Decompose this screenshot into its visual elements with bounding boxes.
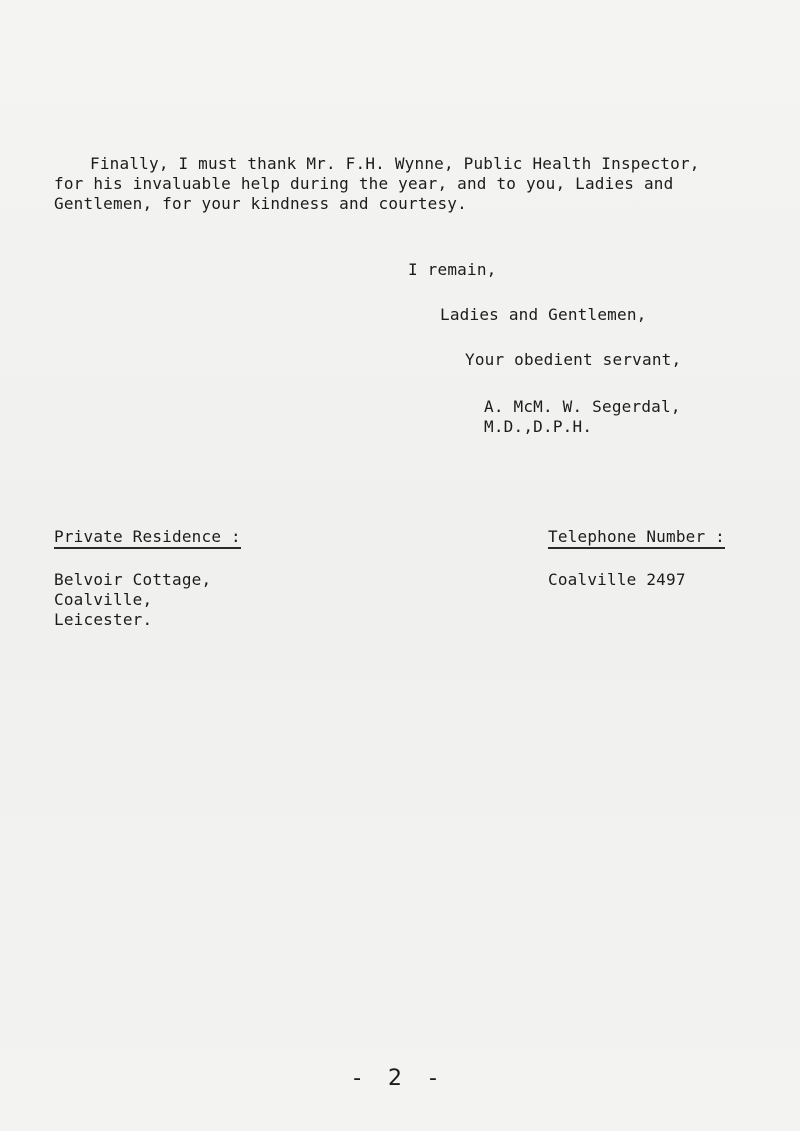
telephone-number: Coalville 2497 (548, 570, 686, 589)
paragraph-line-2: for his invaluable help during the year, and to you, Ladies and (54, 174, 674, 193)
address-line: Belvoir Cottage, (54, 570, 212, 589)
address-line: Coalville, (54, 590, 153, 609)
signatory-qualifications: M.D.,D.P.H. (484, 417, 593, 436)
signatory-name: A. McM. W. Segerdal, (484, 397, 681, 416)
residence-heading-text: Private Residence : (54, 527, 241, 549)
paragraph-line-3: Gentlemen, for your kindness and courtesy. (54, 194, 467, 213)
valediction-salutation: Ladies and Gentlemen, (440, 305, 647, 324)
valediction-remain: I remain, (408, 260, 497, 279)
page-number: - 2 - (353, 1066, 447, 1091)
valediction-servant: Your obedient servant, (465, 350, 682, 369)
telephone-heading (548, 527, 725, 547)
telephone-heading-text: Telephone Number : (548, 527, 725, 549)
residence-heading (54, 527, 241, 547)
address-line: Leicester. (54, 610, 153, 629)
paragraph-line-1: Finally, I must thank Mr. F.H. Wynne, Public Health Inspector, (90, 154, 700, 173)
